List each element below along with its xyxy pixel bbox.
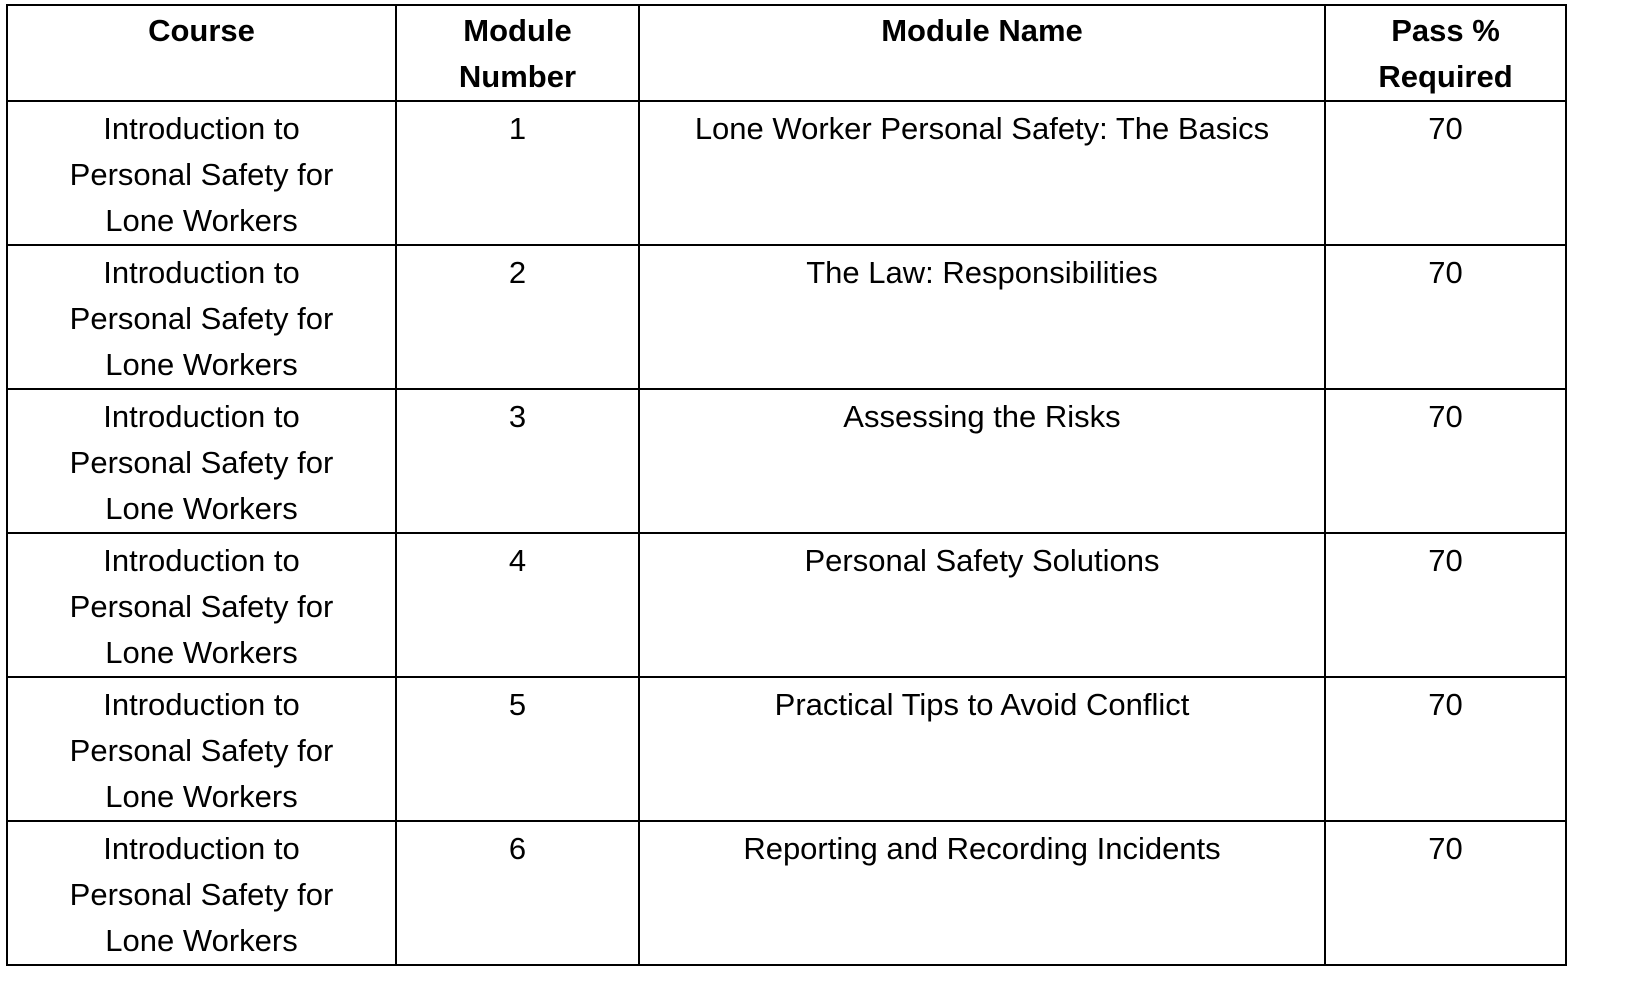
module-number-cell: [396, 821, 639, 965]
table-header: [7, 5, 1566, 101]
table-row: [7, 533, 1566, 677]
pass-required-text: 70: [1428, 111, 1463, 146]
header-course: [7, 5, 396, 101]
module-number-cell: [396, 245, 639, 389]
pass-required-text: 70: [1428, 255, 1463, 290]
header-module-number: [396, 5, 639, 101]
pass-required-text: 70: [1428, 543, 1463, 578]
header-row: [7, 5, 1566, 101]
module-name-text: Reporting and Recording Incidents: [743, 831, 1221, 866]
course-modules-table: [6, 4, 1567, 966]
pass-required-cell: [1325, 389, 1566, 533]
module-name-cell: [639, 245, 1325, 389]
table-row: [7, 821, 1566, 965]
header-module-name-label: Module Name: [881, 13, 1083, 48]
module-name-text: Practical Tips to Avoid Conflict: [774, 687, 1190, 722]
course-text: Introduction to Personal Safety for Lone Workers: [69, 831, 334, 958]
header-module-name: [639, 5, 1325, 101]
pass-required-cell: [1325, 677, 1566, 821]
course-text: Introduction to Personal Safety for Lone Workers: [69, 687, 334, 814]
course-cell: [7, 533, 396, 677]
course-text: Introduction to Personal Safety for Lone Workers: [69, 255, 334, 382]
course-cell: [7, 821, 396, 965]
module-number-cell: [396, 533, 639, 677]
module-number-text: 2: [508, 255, 527, 290]
module-name-cell: [639, 389, 1325, 533]
table-row: [7, 101, 1566, 245]
course-text: Introduction to Personal Safety for Lone Workers: [69, 543, 334, 670]
header-module-number-label: Module Number: [458, 13, 577, 94]
table-row: [7, 245, 1566, 389]
pass-required-text: 70: [1428, 687, 1463, 722]
module-name-cell: [639, 821, 1325, 965]
module-number-text: 4: [508, 543, 527, 578]
header-course-label: Course: [148, 13, 255, 48]
header-pass-required-label: Pass % Required: [1378, 13, 1513, 94]
pass-required-cell: [1325, 101, 1566, 245]
table-row: [7, 389, 1566, 533]
course-text: Introduction to Personal Safety for Lone Workers: [69, 111, 334, 238]
module-name-text: Assessing the Risks: [843, 399, 1121, 434]
table-body: [7, 101, 1566, 965]
course-text: Introduction to Personal Safety for Lone Workers: [69, 399, 334, 526]
module-number-cell: [396, 677, 639, 821]
module-name-text: The Law: Responsibilities: [806, 255, 1158, 290]
header-pass-required: [1325, 5, 1566, 101]
module-name-text: Lone Worker Personal Safety: The Basics: [694, 111, 1270, 146]
module-number-cell: [396, 389, 639, 533]
pass-required-cell: [1325, 821, 1566, 965]
module-name-text: Personal Safety Solutions: [804, 543, 1160, 578]
module-name-cell: [639, 533, 1325, 677]
module-number-text: 3: [508, 399, 527, 434]
table-row: [7, 677, 1566, 821]
course-cell: [7, 389, 396, 533]
pass-required-text: 70: [1428, 831, 1463, 866]
module-number-text: 1: [508, 111, 527, 146]
course-cell: [7, 101, 396, 245]
module-name-cell: [639, 101, 1325, 245]
module-number-text: 6: [508, 831, 527, 866]
pass-required-cell: [1325, 533, 1566, 677]
course-cell: [7, 677, 396, 821]
pass-required-cell: [1325, 245, 1566, 389]
pass-required-text: 70: [1428, 399, 1463, 434]
course-cell: [7, 245, 396, 389]
module-number-text: 5: [508, 687, 527, 722]
module-name-cell: [639, 677, 1325, 821]
module-number-cell: [396, 101, 639, 245]
